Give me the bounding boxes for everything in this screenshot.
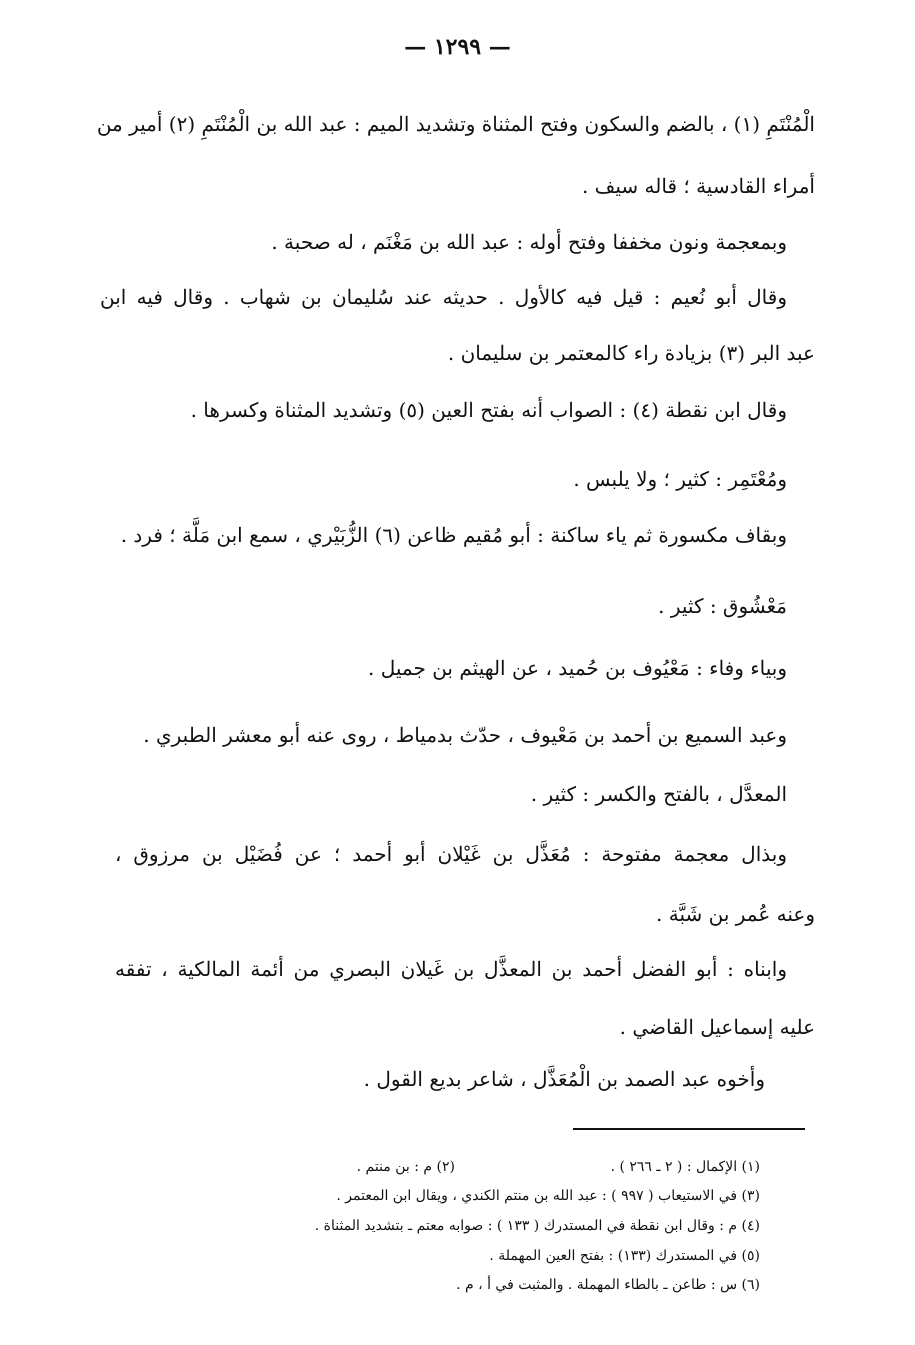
text-line-9: مَعْشُوق : كثير . (658, 594, 787, 618)
text-line-8: وبقاف مكسورة ثم ياء ساكنة : أبو مُقيم ظاعن (٦) الزُّبَيْري ، سمع ابن مَلَّة ؛ فرد . (120, 523, 787, 547)
footnote-4: (٤) م : وقال ابن نقطة في المستدرك ( ١٣٣ ) : صوابه معتم ـ بتشديد المثناة . (314, 1218, 760, 1234)
footnote-5: (٥) في المستدرك (١٣٣) : بفتح العين المهملة . (489, 1248, 760, 1264)
text-line-1: الْمُنْتَمِ (١) ، بالضم والسكون وفتح المثناة وتشديد الميم : عبد الله بن الْمُنْتَمِ (٢) أمير من (96, 112, 815, 136)
text-line-2: أمراء القادسية ؛ قاله سيف . (581, 174, 815, 198)
footnote-2: (٢) م : بن منتم . (356, 1159, 455, 1175)
text-line-7: ومُعْتَمِر : كثير ؛ ولا يلبس . (573, 467, 787, 491)
text-line-12: المعدَّل ، بالفتح والكسر : كثير . (530, 782, 787, 806)
footnote-divider (573, 1128, 805, 1130)
text-line-16: عليه إسماعيل القاضي . (619, 1015, 815, 1039)
footnote-6: (٦) س : طاعن ـ بالطاء المهملة . والمثبت في أ ، م . (456, 1277, 760, 1293)
text-line-11: وعبد السميع بن أحمد بن مَعْيوف ، حدّث بدمياط ، روى عنه أبو معشر الطبري . (143, 723, 787, 747)
footnote-3: (٣) في الاستيعاب ( ٩٩٧ ) : عبد الله بن منتم الكندي ، ويقال ابن المعتمر . (336, 1188, 760, 1204)
text-line-5: عبد البر (٣) بزيادة راء كالمعتمر بن سليمان . (447, 341, 815, 365)
text-line-15: وابناه : أبو الفضل أحمد بن المعذَّل بن غَيلان البصري من أئمة المالكية ، تفقه (115, 957, 787, 981)
text-line-10: وبياء وفاء : مَعْيُوف بن حُميد ، عن الهيثم بن جميل . (368, 656, 787, 680)
text-line-6: وقال ابن نقطة (٤) : الصواب أنه بفتح العين (٥) وتشديد المثناة وكسرها . (190, 398, 787, 422)
text-line-14: وعنه عُمر بن شَبَّة . (656, 902, 815, 926)
text-line-3: وبمعجمة ونون مخففا وفتح أوله : عبد الله بن مَغْنَم ، له صحبة . (271, 230, 787, 254)
text-line-13: وبذال معجمة مفتوحة : مُعَذَّل بن غَيْلان أبو أحمد ؛ عن فُضَيْل بن مرزوق ، (115, 842, 787, 866)
page-number: — ١٢٩٩ — (404, 34, 511, 60)
text-line-4: وقال أبو نُعيم : قيل فيه كالأول . حديثه عند سُليمان بن شهاب . وقال فيه ابن (100, 285, 787, 309)
text-line-17: وأخوه عبد الصمد بن الْمُعَذَّل ، شاعر بديع القول . (363, 1067, 765, 1091)
footnote-1: (١) الإكمال : ( ٢ ـ ٢٦٦ ) . (610, 1159, 760, 1175)
